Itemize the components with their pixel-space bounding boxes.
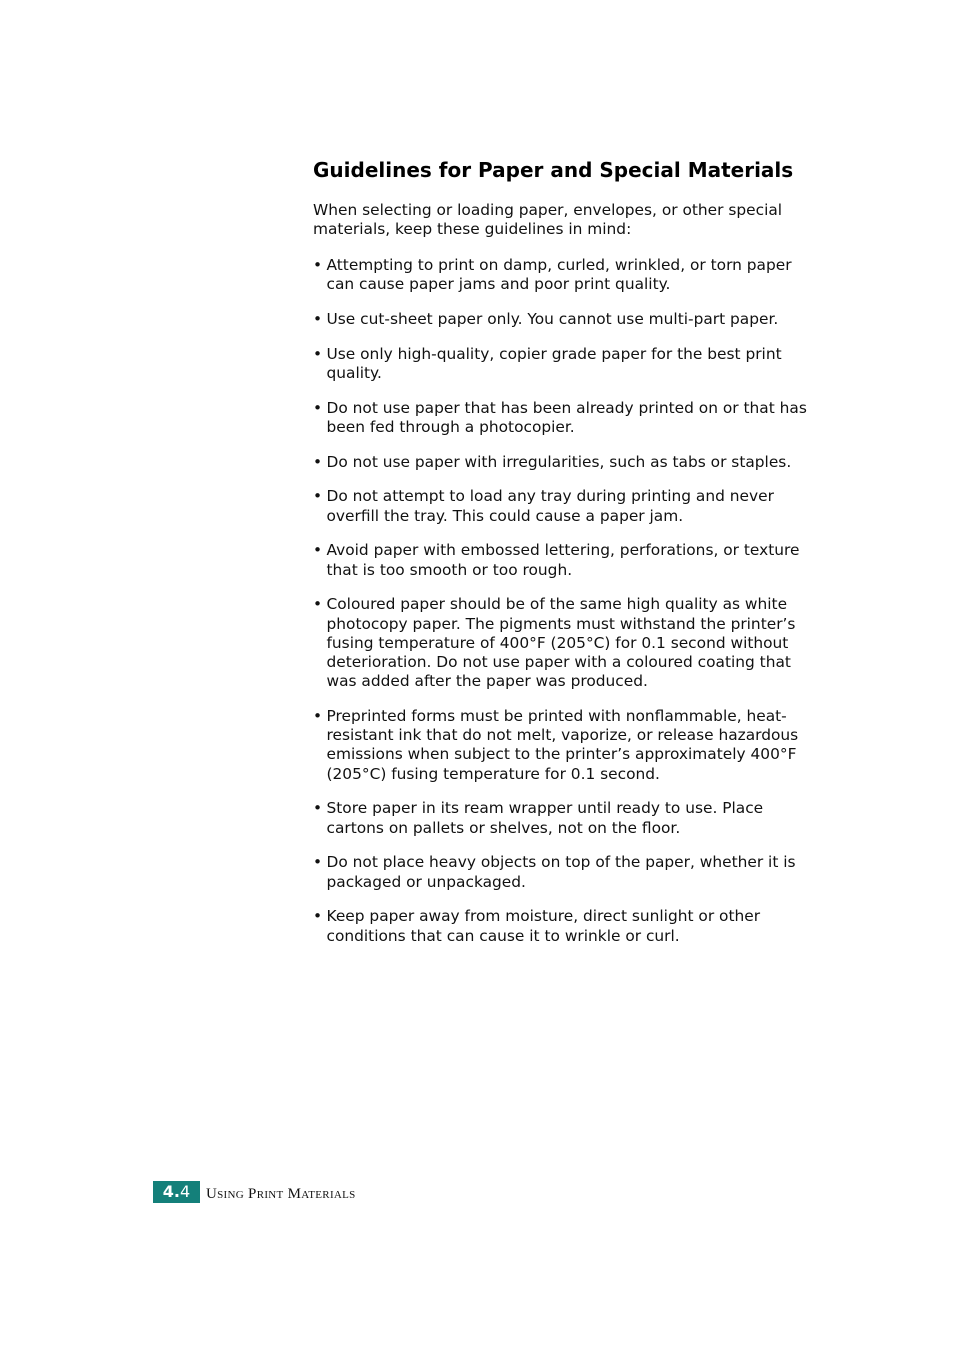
bullet-icon: • [313, 907, 323, 926]
guideline-text: Preprinted forms must be printed with nonflammable, heat-resistant ink that do not melt, vaporize, or release hazardous emissions when subject to the printer’s approximately 400°F (205°C) fusing temperature for 0.1 second. [326, 707, 799, 783]
bullet-icon: • [313, 309, 323, 328]
guideline-text: Use cut-sheet paper only. You cannot use multi-part paper. [326, 309, 779, 328]
intro-paragraph: When selecting or loading paper, envelopes, or other special materials, keep these guidelines in mind: [313, 201, 783, 239]
guidelines-list [313, 256, 813, 946]
guideline-text: Keep paper away from moisture, direct sunlight or other conditions that can cause it to wrinkle or curl. [326, 907, 761, 945]
bullet-icon: • [313, 799, 323, 818]
list-item [313, 453, 813, 472]
main-content [313, 156, 813, 961]
guideline-text: Do not use paper that has been already printed on or that has been fed through a photocopier. [326, 398, 807, 436]
guideline-text: Do not use paper with irregularities, such as tabs or staples. [326, 452, 792, 471]
list-item [313, 487, 813, 525]
bullet-icon: • [313, 541, 323, 560]
bullet-icon: • [313, 452, 323, 471]
page-number: 4 [180, 1182, 191, 1201]
bullet-icon: • [313, 487, 323, 506]
guideline-text: Do not attempt to load any tray during printing and never overfill the tray. This could cause a paper jam. [326, 487, 774, 525]
guideline-text: Coloured paper should be of the same high quality as white photocopy paper. The pigments must withstand the printer’s fusing temperature of 400°F (205°C) for 0.1 second without deterioration. Do not use paper with a coloured coating that was added after the paper was produced. [326, 595, 796, 691]
list-item [313, 345, 813, 383]
page-number-badge [153, 1181, 200, 1203]
bullet-icon: • [313, 255, 323, 274]
list-item [313, 853, 813, 891]
bullet-icon: • [313, 398, 323, 417]
guideline-text: Store paper in its ream wrapper until ready to use. Place cartons on pallets or shelves, not on the floor. [326, 799, 764, 837]
guideline-text: Do not place heavy objects on top of the paper, whether it is packaged or unpackaged. [326, 853, 796, 891]
list-item [313, 310, 813, 329]
list-item [313, 256, 813, 294]
list-item [313, 707, 813, 784]
list-item [313, 799, 813, 837]
section-title: Using Print Materials [206, 1185, 356, 1202]
list-item [313, 399, 813, 437]
list-item [313, 595, 813, 691]
guideline-text: Attempting to print on damp, curled, wrinkled, or torn paper can cause paper jams and poor print quality. [326, 255, 792, 294]
chapter-number: 4. [162, 1182, 181, 1201]
list-item [313, 907, 813, 945]
bullet-icon: • [313, 853, 323, 872]
list-item [313, 541, 813, 579]
guideline-text: Avoid paper with embossed lettering, perforations, or texture that is too smooth or too rough. [326, 541, 800, 579]
page-footer [153, 1181, 356, 1203]
page-title: Guidelines for Paper and Special Materials [313, 158, 794, 182]
guideline-text: Use only high-quality, copier grade paper for the best print quality. [326, 344, 782, 382]
bullet-icon: • [313, 344, 323, 363]
bullet-icon: • [313, 707, 323, 726]
bullet-icon: • [313, 595, 323, 614]
